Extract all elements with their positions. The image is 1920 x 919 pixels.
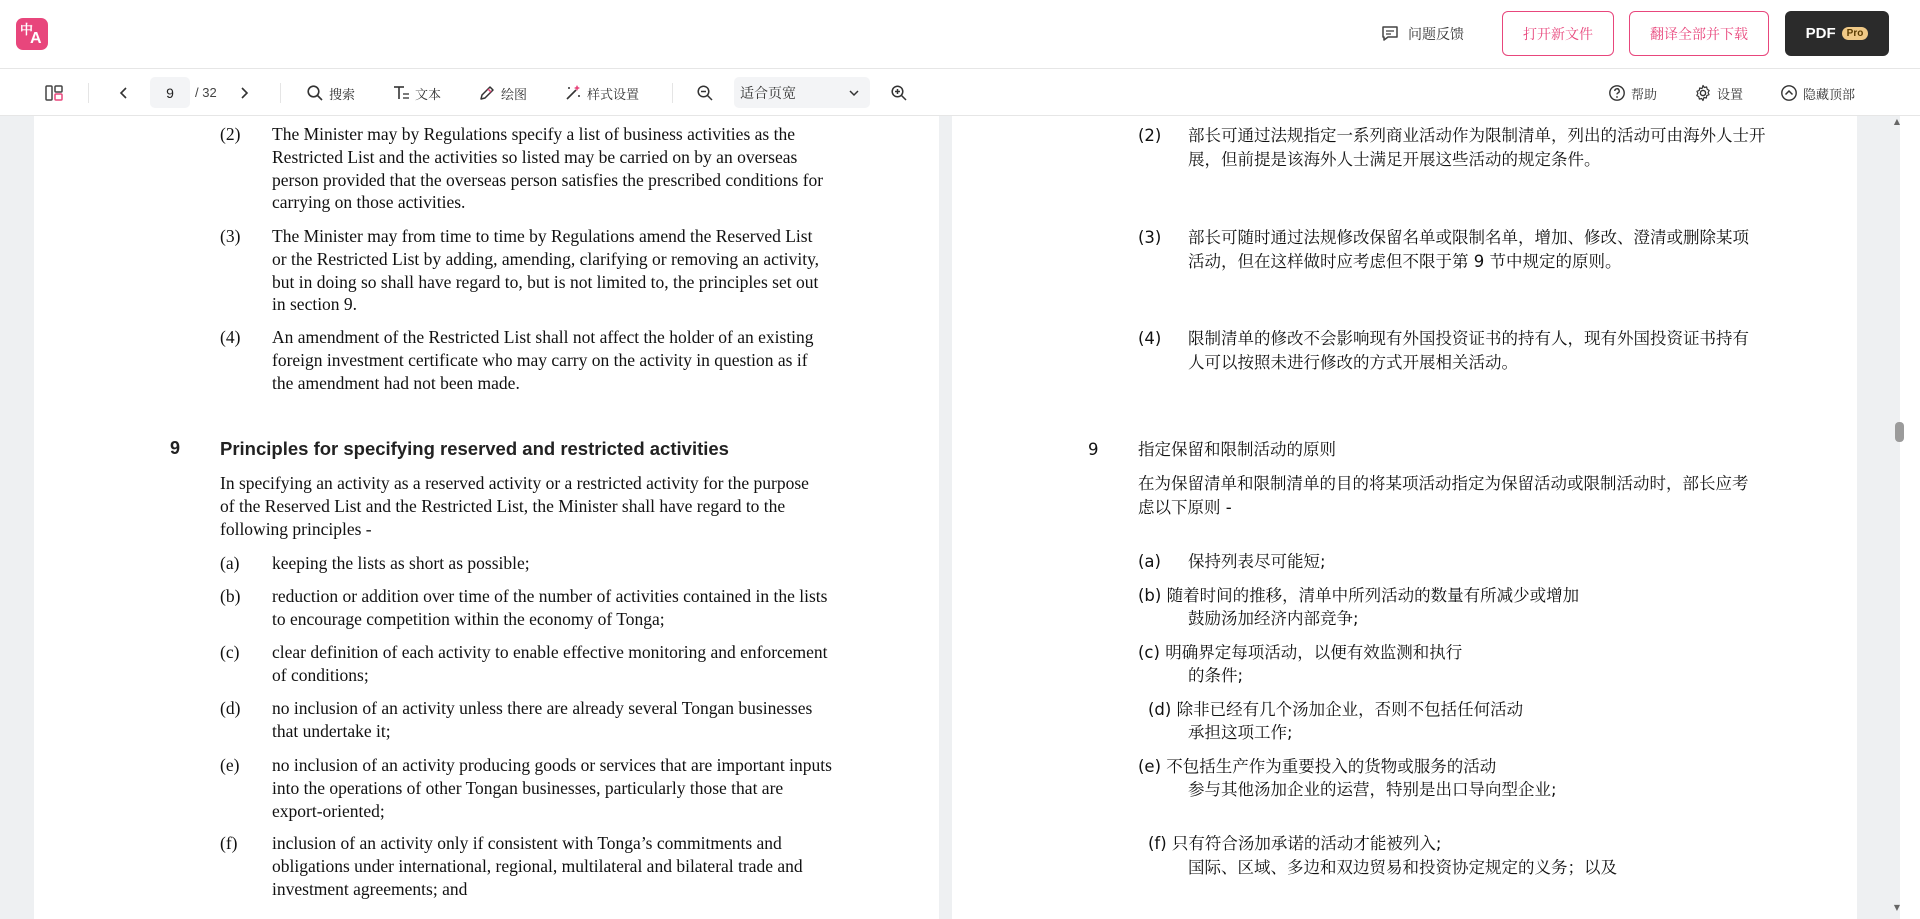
draw-label: 绘图: [501, 87, 528, 103]
prev-page-button[interactable]: [116, 81, 132, 105]
en-item-f: [272, 832, 926, 900]
zh-section-title: 指定保留和限制活动的原则: [1138, 440, 1336, 459]
zoom-in-button[interactable]: [890, 81, 908, 105]
text-line: The Minister may by Regulations specify a list of business activities as the: [272, 124, 795, 144]
text-line: inclusion of an activity only if consistent with Tonga’s commitments and: [272, 833, 782, 853]
search-label: 搜索: [329, 87, 356, 103]
en-item-letter: (c): [220, 642, 240, 662]
original-document-page[interactable]: [34, 116, 939, 919]
search-button[interactable]: [306, 81, 355, 105]
text-line: the amendment had not been made.: [272, 372, 520, 393]
zh-clause-number: (3): [1138, 228, 1162, 247]
chevron-right-icon: [236, 85, 252, 101]
translated-document-page[interactable]: [952, 116, 1857, 919]
toolbar-divider: [88, 83, 89, 103]
en-clause-2: [272, 123, 926, 214]
zh-item-f-line2: 国际、区域、多边和双边贸易和投资协定规定的义务；以及: [1188, 858, 1617, 877]
en-clause-3: [272, 225, 926, 316]
settings-label: 设置: [1717, 87, 1744, 103]
pen-icon: [478, 84, 496, 102]
zh-item-b-line2: 鼓励汤加经济内部竞争;: [1188, 609, 1359, 628]
text-line: 虑以下原则 -: [1138, 498, 1232, 517]
magic-wand-icon: [564, 84, 582, 102]
scroll-up-icon[interactable]: ▲: [1893, 117, 1901, 126]
en-item-a: [272, 552, 926, 575]
en-section-title: Principles for specifying reserved and restricted activities: [220, 438, 729, 459]
text-line: 限制清单的修改不会影响现有外国投资证书的持有人，现有外国投资证书持有: [1188, 329, 1749, 348]
style-settings-label: 样式设置: [587, 87, 640, 103]
toolbar-divider: [672, 83, 673, 103]
text-line: of conditions;: [272, 664, 369, 685]
zh-item-e-line1: (e) 不包括生产作为重要投入的货物或服务的活动: [1138, 757, 1497, 776]
zoom-in-icon: [890, 84, 908, 102]
layout-toggle-button[interactable]: [44, 81, 64, 105]
zh-clause-3: [1188, 226, 1828, 274]
toolbar-divider: [280, 83, 281, 103]
zh-clause-number: (4): [1138, 329, 1162, 348]
zh-item-e-line2: 参与其他汤加企业的运营，特别是出口导向型企业;: [1188, 780, 1557, 799]
text-line: keeping the lists as short as possible;: [272, 553, 530, 573]
page-number-input[interactable]: [150, 77, 190, 108]
text-line: no inclusion of an activity producing goods or services that are important inputs: [272, 755, 832, 775]
scrollbar-track[interactable]: [1900, 116, 1920, 919]
zh-item-c-line1: (c) 明确界定每项活动，以便有效监测和执行: [1138, 643, 1463, 662]
hide-top-label: 隐藏顶部: [1803, 87, 1856, 103]
en-item-letter: (d): [220, 698, 241, 718]
gear-icon: [1694, 84, 1712, 102]
text-line: to encourage competition within the economy of Tonga;: [272, 608, 665, 629]
text-line: clear definition of each activity to enable effective monitoring and enforcement: [272, 642, 828, 662]
text-line: 部长可通过法规指定一系列商业活动作为限制清单，列出的活动可由海外人士开: [1188, 126, 1766, 145]
text-line: no inclusion of an activity unless there are already several Tongan businesses: [272, 698, 813, 718]
en-clause-number: (4): [220, 327, 241, 347]
text-line: in section 9.: [272, 294, 358, 315]
zh-item-d-line1: (d) 除非已经有几个汤加企业，否则不包括任何活动: [1148, 700, 1524, 719]
text-icon: [392, 84, 410, 102]
text-line: export-oriented;: [272, 800, 385, 821]
zh-clause-number: (2): [1138, 126, 1162, 145]
draw-tool-button[interactable]: [478, 81, 527, 105]
zoom-select[interactable]: [734, 77, 870, 108]
help-label: 帮助: [1631, 87, 1658, 103]
help-icon: [1608, 84, 1626, 102]
en-item-c: [272, 641, 926, 687]
text-line: or the Restricted List by adding, amending, clarifying or removing an activity,: [272, 248, 820, 269]
chevron-down-icon: [848, 87, 860, 99]
text-line: that undertake it;: [272, 720, 391, 741]
chevron-up-circle-icon: [1780, 84, 1798, 102]
chevron-left-icon: [116, 85, 132, 101]
settings-button[interactable]: [1694, 81, 1743, 105]
text-line: 人可以按照未进行修改的方式开展相关活动。: [1188, 353, 1518, 372]
en-item-letter: (b): [220, 586, 241, 606]
text-line: of the Reserved List and the Restricted List, the Minister shall have regard to the: [220, 495, 786, 516]
en-clause-4: [272, 326, 926, 394]
text-line: carrying on those activities.: [272, 192, 466, 213]
text-line: The Minister may from time to time by Regulations amend the Reserved List: [272, 226, 813, 246]
next-page-button[interactable]: [236, 81, 252, 105]
text-line: investment agreements; and: [272, 878, 468, 899]
app-logo[interactable]: [16, 18, 48, 50]
text-label: 文本: [415, 87, 442, 103]
text-line: person provided that the overseas person satisfies the prescribed conditions for: [272, 169, 824, 190]
text-line: foreign investment certificate who may carry on the activity in question as if: [272, 349, 808, 370]
open-new-file-button[interactable]: 打开新文件: [1502, 11, 1614, 56]
feedback-label: 问题反馈: [1408, 27, 1464, 43]
en-clause-number: (3): [220, 226, 241, 246]
zoom-out-button[interactable]: [696, 81, 714, 105]
feedback-button[interactable]: [1380, 22, 1464, 46]
pdf-label: PDF: [1805, 25, 1836, 42]
top-header: [0, 0, 1920, 69]
text-line: An amendment of the Restricted List shall not affect the holder of an existing: [272, 327, 814, 347]
scroll-down-icon[interactable]: ▼: [1893, 903, 1901, 912]
zh-section-intro: [1138, 472, 1838, 520]
zh-clause-4: [1188, 327, 1828, 375]
text-line: but in doing so shall have regard to, but is not limited to, the principles set out: [272, 271, 819, 292]
text-line: 活动，但在这样做时应考虑但不限于第 9 节中规定的原则。: [1188, 252, 1622, 271]
zh-item-letter: (a): [1138, 552, 1161, 571]
text-line: reduction or addition over time of the number of activities contained in the lists: [272, 586, 828, 606]
zh-section-number: 9: [1088, 440, 1099, 459]
text-tool-button[interactable]: [392, 81, 441, 105]
zoom-out-icon: [696, 84, 714, 102]
zh-item-c-line2: 的条件;: [1188, 666, 1244, 685]
style-settings-button[interactable]: [564, 81, 639, 105]
en-section-intro: [220, 472, 926, 540]
en-item-letter: (a): [220, 553, 240, 573]
scrollbar-thumb[interactable]: [1895, 422, 1904, 442]
en-item-b: [272, 585, 926, 631]
logo-text-bottom: A: [30, 30, 42, 47]
en-section-number: 9: [170, 438, 181, 458]
feedback-icon: [1380, 24, 1400, 44]
search-icon: [306, 84, 324, 102]
zh-clause-2: [1188, 124, 1828, 172]
en-clause-number: (2): [220, 124, 241, 144]
text-line: In specifying an activity as a reserved activity or a restricted activity for the purpose: [220, 473, 809, 493]
text-line: following principles -: [220, 518, 372, 539]
text-line: 部长可随时通过法规修改保留名单或限制名单，增加、修改、澄清或删除某项: [1188, 228, 1749, 247]
pdf-pro-button[interactable]: [1785, 11, 1889, 56]
page-total: / 32: [195, 85, 217, 100]
text-line: into the operations of other Tongan businesses, particularly those that are: [272, 777, 784, 798]
logo-text-top: 中: [20, 23, 34, 38]
zoom-value: 适合页宽: [740, 85, 796, 102]
en-item-letter: (f): [220, 833, 238, 853]
zh-item-a: 保持列表尽可能短;: [1188, 552, 1326, 571]
en-item-d: [272, 697, 926, 743]
text-line: 展，但前提是该海外人士满足开展这些活动的规定条件。: [1188, 150, 1601, 169]
en-item-letter: (e): [220, 755, 240, 775]
zh-item-d-line2: 承担这项工作;: [1188, 723, 1293, 742]
text-line: Restricted List and the activities so listed may be carried on by an overseas: [272, 146, 798, 167]
hide-top-button[interactable]: [1780, 81, 1855, 105]
zh-item-b-line1: (b) 随着时间的推移，清单中所列活动的数量有所减少或增加: [1138, 586, 1580, 605]
toolbar: [0, 69, 1920, 116]
zh-item-f-line1: (f) 只有符合汤加承诺的活动才能被列入;: [1148, 834, 1442, 853]
pro-badge: Pro: [1842, 27, 1869, 40]
en-item-e: [272, 754, 926, 822]
text-line: 在为保留清单和限制清单的目的将某项活动指定为保留活动或限制活动时，部长应考: [1138, 474, 1749, 493]
layout-icon: [44, 83, 64, 103]
help-button[interactable]: [1608, 81, 1657, 105]
text-line: obligations under international, regional, multilateral and bilateral trade and: [272, 855, 803, 876]
translate-all-download-button[interactable]: 翻译全部并下载: [1629, 11, 1769, 56]
